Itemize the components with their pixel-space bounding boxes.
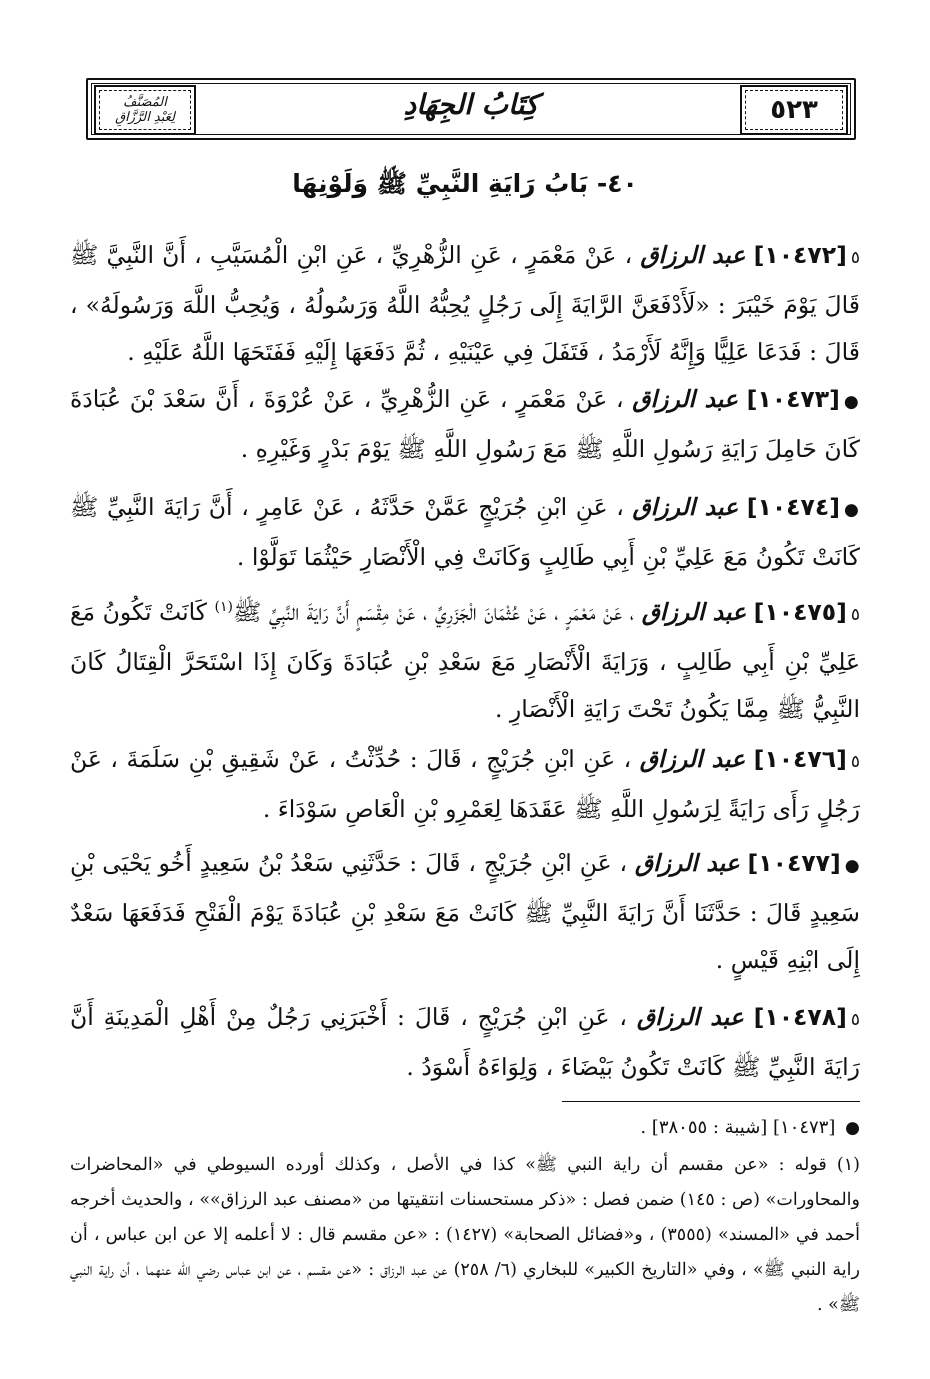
hadith-entry [70,484,860,581]
entry-marker: ٥ [850,1010,860,1030]
entry-marker: ● [844,856,860,876]
narrator-name: عبد الرزاق [632,385,738,413]
chapter-heading: ٤٠- بَابُ رَايَةِ النَّبِيِّ ﷺ وَلَوْنِهَا [292,169,638,198]
narrator-name: عبد الرزاق [636,1003,744,1031]
narrator-name: عبد الرزاق [641,597,747,626]
entry-marker: ● [843,500,860,520]
hadith-entry [70,584,860,733]
footnote-reference: (١) [214,599,233,615]
hadith-entry [70,376,860,473]
logo-line-2: لِعَبْدِ الرَّزَّاقِ [115,110,175,125]
hadith-entry [70,994,860,1091]
hadith-entry [70,736,860,833]
entry-marker: ٥ [850,752,860,772]
hadith-number: [١٠٤٧٧] [747,849,841,877]
hadith-text: ، عَنِ ابْنِ جُرَيْجٍ ، قَالَ : أَخْبَرَنِي رَجُلٌ مِنْ أَهْلِ الْمَدِينَةِ أَنَّ رَايَةَ النَّبِيِّ ﷺ كَانَتْ تَكُونُ بَيْضَاءَ ، وَلِوَاءَهُ أَسْوَدُ . [70,1003,860,1081]
takhrij-text: [١٠٤٧٣] [شيبة : ٣٨٠٥٥] . [640,1117,836,1138]
entry-marker: ٥ [850,604,861,625]
hadith-entry [70,840,860,984]
page-number: ٥٢٣ [770,95,818,125]
hadith-number: [١٠٤٧٨] [753,1003,847,1031]
book-logo [94,85,196,135]
hadith-text: ، عَنْ مَعْمَرٍ ، عَنْ عُثْمَانَ الْجَزَرِيِّ ، عَنْ مِقْسَمٍ أَنَّ رَايَةَ النَّبِيِّ ﷺ [232,597,635,626]
narrator-name: عبد الرزاق [639,745,746,773]
hadith-text: ، عَنْ مَعْمَرٍ ، عَنِ الزُّهْرِيِّ ، عَنِ ابْنِ الْمُسَيَّبِ ، أَنَّ النَّبِيَّ ﷺ قَالَ يَوْمَ خَيْبَرَ : «لَأَدْفَعَنَّ الرَّايَةَ إِلَى رَجُلٍ يُحِبُّهُ اللَّهُ وَرَسُولُهُ ، وَيُحِبُّ اللَّهَ وَرَسُولَهُ» ، قَالَ : فَدَعَا عَلِيًّا وَإِنَّهُ لَأَرْمَدُ ، فَتَفَلَ فِي عَيْنَيْهِ ، ثُمَّ دَفَعَهَا إِلَيْهِ فَفَتَحَهَا اللَّهُ عَلَيْهِ . [70,241,861,366]
hadith-text-continued: كَانَتْ تَكُونُ مَعَ عَلِيِّ بْنِ أَبِي طَالِبٍ ، وَرَايَةَ الْأَنْصَارِ مَعَ سَعْدِ بْنِ عُبَادَةَ وَكَانَ إِذَا اسْتَحَرَّ الْقِتَالُ كَانَ النَّبِيُّ ﷺ مِمَّا يَكُونُ تَحْتَ رَايَةِ الْأَنْصَارِ . [70,597,860,723]
hadith-number: [١٠٤٧٦] [753,745,847,773]
footnote: (١) قوله : «عن مقسم أن راية النبي ﷺ» كذا في الأصل ، وكذلك أورده السيوطي في «المحاضرات والمحاورات» (ص : ١٤٥) ضمن فصل : «ذكر مستحسنات انتقيتها من «مصنف عبد الرزاق»» ، والحديث أخرجه أحمد في «المسند» (٣٥٥٥) ، و«فضائل الصحابة» (١٤٢٧) : «عن مقسم قال : لا أعلمه إلا عن ابن عباس ، أن راية النبي ﷺ» ، وفي «التاريخ الكبير» للبخاري (٦/ ٢٥٨) عن عبد الرزاق : «عن مقسم ، عن ابن عباس رضي الله عنهما ، أن راية النبي ﷺ» . [70,1155,860,1315]
hadith-number: [١٠٤٧٣] [746,385,840,413]
hadith-text: ، عَنِ ابْنِ جُرَيْجٍ عَمَّنْ حَدَّثَهُ ، عَنْ عَامِرٍ ، أَنَّ رَايَةَ النَّبِيِّ ﷺ كَانَتْ تَكُونُ مَعَ عَلِيِّ بْنِ أَبِي طَالِبٍ وَكَانَتْ فِي الْأَنْصَارِ حَيْثُمَا تَوَلَّوْا . [70,493,860,571]
narrator-name: عبد الرزاق [634,849,740,877]
narrator-name: عبد الرزاق [632,493,739,521]
page-number-box [740,85,848,135]
narrator-name: عبد الرزاق [640,241,746,269]
logo-line-1: المُصَنَّفُ [123,95,167,110]
hadith-text: ، عَنِ ابْنِ جُرَيْجٍ ، قَالَ : حَدَّثَنِي سَعْدُ بْنُ سَعِيدٍ أَخُو يَحْيَى بْنِ سَعِيدٍ قَالَ : حَدَّثَنَا أَنَّ رَايَةَ النَّبِيِّ ﷺ كَانَتْ مَعَ سَعْدِ بْنِ عُبَادَةَ يَوْمَ الْفَتْحِ فَدَفَعَهَا سَعْدٌ إِلَى ابْنِهِ قَيْسٍ . [70,849,860,974]
takhrij-note [70,1114,860,1142]
footnote-divider [562,1101,860,1102]
entry-marker: ٥ [850,248,860,268]
running-title: كِتَابُ الجِهَادِ [403,88,539,121]
page-header [86,78,856,140]
entry-marker: ● [843,392,860,412]
hadith-number: [١٠٤٧٢] [753,241,847,269]
hadith-text: ، عَنْ مَعْمَرٍ ، عَنِ الزُّهْرِيِّ ، عَنْ عُرْوَةَ ، أَنَّ سَعْدَ بْنَ عُبَادَةَ كَانَ حَامِلَ رَايَةِ رَسُولِ اللَّهِ ﷺ مَعَ رَسُولِ اللَّهِ ﷺ يَوْمَ بَدْرٍ وَغَيْرِهِ . [70,385,860,463]
hadith-number: [١٠٤٧٥] [753,597,847,626]
hadith-entry [70,232,860,376]
takhrij-marker: ● [845,1118,860,1138]
hadith-text: ، عَنِ ابْنِ جُرَيْجٍ ، قَالَ : حُدِّثْتُ ، عَنْ شَقِيقِ بْنِ سَلَمَةَ ، عَنْ رَجُلٍ رَأَى رَايَةً لِرَسُولِ اللَّهِ ﷺ عَقَدَهَا لِعَمْرِو بْنِ الْعَاصِ سَوْدَاءَ . [70,745,860,823]
hadith-number: [١٠٤٧٤] [746,493,840,521]
